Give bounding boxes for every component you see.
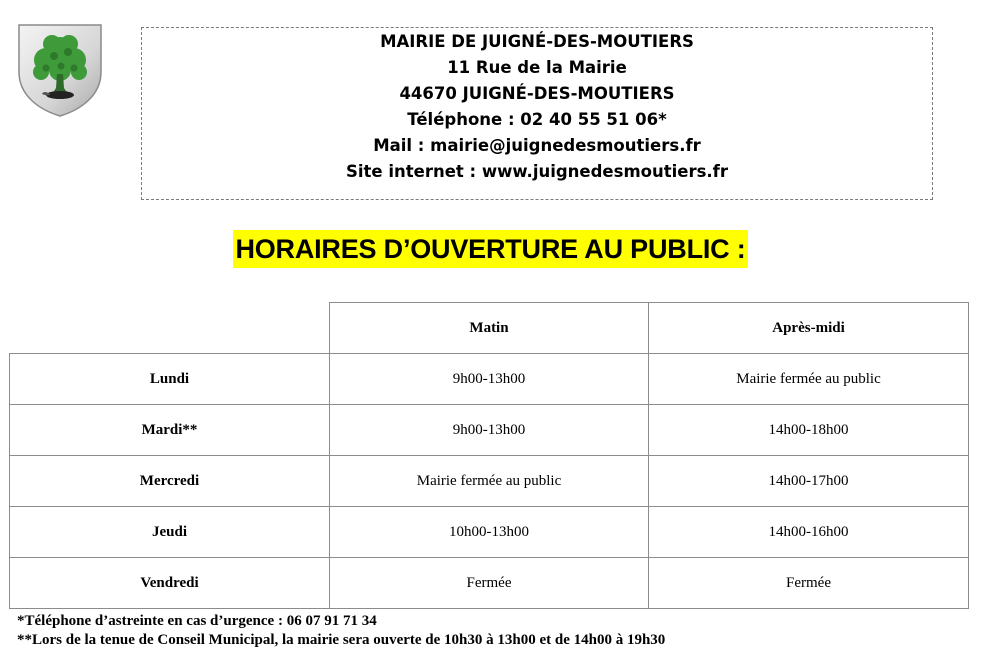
table-row <box>10 456 969 507</box>
afternoon-cell: Fermée <box>649 558 969 609</box>
contact-box <box>141 27 933 200</box>
day-cell: Lundi <box>10 354 330 405</box>
morning-cell: 9h00-13h00 <box>330 354 649 405</box>
morning-cell: 9h00-13h00 <box>330 405 649 456</box>
day-cell: Jeudi <box>10 507 330 558</box>
postal-city: 44670 JUIGNÉ-DES-MOUTIERS <box>399 84 675 103</box>
table-row <box>10 405 969 456</box>
mairie-name: MAIRIE DE JUIGNÉ-DES-MOUTIERS <box>380 32 694 51</box>
table-row <box>10 354 969 405</box>
column-header-apres-midi: Après-midi <box>649 303 969 354</box>
website-line: Site internet : www.juignedesmoutiers.fr <box>345 162 728 181</box>
day-cell: Vendredi <box>10 558 330 609</box>
street-address: 11 Rue de la Mairie <box>447 58 627 77</box>
phone-line: Téléphone : 02 40 55 51 06* <box>407 110 667 129</box>
afternoon-cell: Mairie fermée au public <box>649 354 969 405</box>
morning-cell: 10h00-13h00 <box>330 507 649 558</box>
afternoon-cell: 14h00-16h00 <box>649 507 969 558</box>
table-row <box>10 507 969 558</box>
morning-cell: Mairie fermée au public <box>330 456 649 507</box>
tree-shield-crest-icon <box>16 22 104 118</box>
morning-cell: Fermée <box>330 558 649 609</box>
mail-line: Mail : mairie@juignedesmoutiers.fr <box>373 136 701 155</box>
footnote-council-hours: **Lors de la tenue de Conseil Municipal, la mairie sera ouverte de 10h30 à 13h00 et de 14h00 à 19h30 <box>17 632 666 648</box>
afternoon-cell: 14h00-17h00 <box>649 456 969 507</box>
table-header-row <box>10 303 969 354</box>
table-row <box>10 558 969 609</box>
day-cell: Mercredi <box>10 456 330 507</box>
corner-cell <box>10 303 330 354</box>
footnote-emergency-phone: *Téléphone d’astreinte en cas d’urgence : 06 07 91 71 34 <box>17 613 377 629</box>
column-header-matin: Matin <box>330 303 649 354</box>
title-wrapper <box>0 230 981 268</box>
page-title: HORAIRES D’OUVERTURE AU PUBLIC : <box>233 230 747 268</box>
opening-hours-table <box>9 302 969 609</box>
afternoon-cell: 14h00-18h00 <box>649 405 969 456</box>
day-cell: Mardi** <box>10 405 330 456</box>
